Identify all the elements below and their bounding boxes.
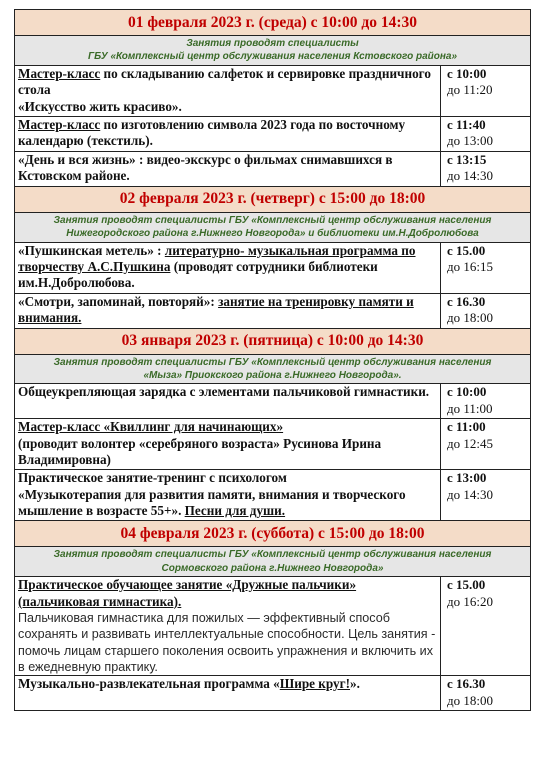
organizer-line: Занятия проводят специалисты ГБУ «Комплексный центр обслуживания населения	[53, 356, 492, 368]
event-text: «Музыкотерапия для развития памяти, внимания и творческого мышление в возрасте 55+»	[18, 486, 406, 519]
schedule-sheet	[14, 9, 530, 711]
event-title: Практическое занятие-тренинг с психологом	[18, 470, 287, 486]
event-text: : видео-экскурс о фильмах снимавшихся в Кстовском районе.	[18, 151, 393, 184]
event-time	[441, 470, 531, 521]
event-text: :	[210, 293, 219, 309]
event-text: .	[178, 503, 185, 519]
event-time	[441, 419, 531, 470]
event-subtitle: Песни для души.	[184, 503, 286, 519]
event-text: по складыванию салфеток и сервировке праздничного стола	[18, 65, 431, 98]
event-end: до 13:00	[447, 133, 493, 149]
event-time	[441, 65, 531, 116]
event-description	[15, 293, 441, 328]
event-end: до 11:20	[447, 82, 493, 98]
day-header-text: 04 февраля 2023 г. (суббота) с 15:00 до 18:00	[15, 521, 531, 547]
day-header-text: 03 января 2023 г. (пятница) с 10:00 до 14:30	[15, 328, 531, 354]
event-title: Мастер-класс «Квиллинг для начинающих»	[18, 419, 284, 435]
event-start: с 10:00	[447, 65, 487, 81]
event-end: до 18:00	[447, 310, 493, 326]
event-title: Практическое обучающее занятие «Дружные пальчики» (пальчиковая гимнастика).	[18, 577, 357, 609]
event-text: (проводят сотрудники библиотеки им.Н.Добролюбова.	[18, 259, 378, 291]
event-title: «День и вся жизнь»	[18, 151, 136, 167]
day-header	[15, 10, 531, 36]
event-row	[15, 470, 531, 521]
event-time	[441, 293, 531, 328]
event-end: до 12:45	[447, 435, 493, 451]
organizer-row	[15, 354, 531, 384]
event-time	[441, 242, 531, 293]
event-time	[441, 151, 531, 186]
schedule-table	[14, 9, 531, 711]
event-start: с 16.30	[447, 293, 486, 309]
event-text: Музыкально-развлекательная программа «	[18, 676, 280, 692]
event-end: до 14:30	[447, 168, 493, 184]
event-start: с 11:40	[447, 116, 486, 132]
event-row	[15, 676, 531, 711]
organizer-row	[15, 547, 531, 577]
event-row	[15, 384, 531, 419]
organizer-line: Нижегородского района г.Нижнего Новгорода» и библиотеки им.Н.Добролюбова	[66, 228, 479, 240]
organizer-line: Занятия проводят специалисты	[186, 38, 359, 49]
event-text: (проводит волонтер «серебряного возраста» Русинова Ирина Владимировна)	[18, 435, 382, 468]
organizer-row	[15, 212, 531, 242]
event-description	[15, 676, 441, 711]
event-row	[15, 116, 531, 151]
event-description	[15, 384, 441, 419]
event-description	[15, 151, 441, 186]
event-time	[441, 676, 531, 711]
event-title: Шире круг!	[279, 676, 351, 692]
organizer-line: «Мыза» Приокского района г.Нижнего Новгорода».	[143, 370, 402, 382]
event-title: Мастер-класс	[18, 65, 101, 81]
organizer-line: Сормовского района г.Нижнего Новгорода»	[161, 562, 384, 574]
event-description	[15, 242, 441, 293]
event-description	[15, 419, 441, 470]
event-time	[441, 116, 531, 151]
organizer-text	[15, 36, 531, 66]
event-end: до 11:00	[447, 400, 493, 416]
event-description	[15, 470, 441, 521]
event-start: с 13:15	[447, 151, 487, 167]
event-text: «Искусство жить красиво».	[18, 98, 182, 114]
event-start: с 15.00	[447, 577, 486, 593]
event-subtitle: занятие на тренировку памяти и внимания.	[18, 293, 414, 326]
event-end: до 16:20	[447, 593, 493, 609]
event-end: до 14:30	[447, 486, 493, 502]
organizer-line: Занятия проводят специалисты ГБУ «Комплексный центр обслуживания населения	[53, 214, 492, 226]
event-title: «Смотри, запоминай, повторяй»	[18, 293, 211, 309]
event-text: :	[153, 242, 165, 258]
event-row	[15, 151, 531, 186]
event-end: до 16:15	[447, 259, 493, 275]
day-header-text: 02 февраля 2023 г. (четверг) с 15:00 до 18:00	[15, 186, 531, 212]
event-row	[15, 65, 531, 116]
event-description	[15, 65, 441, 116]
event-start: с 15.00	[447, 242, 486, 258]
event-row	[15, 293, 531, 328]
event-time	[441, 577, 531, 676]
organizer-row	[15, 36, 531, 66]
organizer-text	[15, 547, 531, 577]
event-title: «Пушкинская метель»	[18, 242, 154, 258]
event-time	[441, 384, 531, 419]
event-description	[15, 577, 441, 676]
event-end: до 18:00	[447, 692, 493, 708]
event-row	[15, 577, 531, 676]
event-row	[15, 242, 531, 293]
organizer-line: Занятия проводят специалисты ГБУ «Комплексный центр обслуживания населения	[53, 549, 492, 561]
event-title: Общеукрепляющая зарядка с элементами пальчиковой гимнастики.	[18, 384, 430, 400]
event-start: с 11:00	[447, 419, 486, 435]
event-row	[15, 419, 531, 470]
day-header	[15, 521, 531, 547]
event-start: с 16.30	[447, 676, 486, 692]
organizer-text	[15, 354, 531, 384]
event-start: с 13:00	[447, 470, 487, 486]
organizer-text	[15, 212, 531, 242]
event-text: ».	[350, 676, 360, 692]
event-start: с 10:00	[447, 384, 487, 400]
event-description	[15, 116, 441, 151]
day-header-text: 01 февраля 2023 г. (среда) с 10:00 до 14:30	[15, 10, 531, 36]
day-header	[15, 328, 531, 354]
event-title: Мастер-класс	[18, 116, 101, 132]
event-subtitle: литературно- музыкальная программа по творчеству А.С.Пушкина	[18, 242, 416, 275]
day-header	[15, 186, 531, 212]
event-text: по изготовлению символа 2023 года по восточному календарю (текстиль).	[18, 116, 406, 149]
organizer-line: ГБУ «Комплексный центр обслуживания населения Кстовского района»	[87, 51, 458, 63]
event-details: Пальчиковая гимнастика для пожилых — эффективный способ сохранять и развивать интеллектуальные способности. Цель занятия - помочь лицам старшего поколения освоить упражнения и включить их в ежедневную практику.	[18, 611, 436, 674]
